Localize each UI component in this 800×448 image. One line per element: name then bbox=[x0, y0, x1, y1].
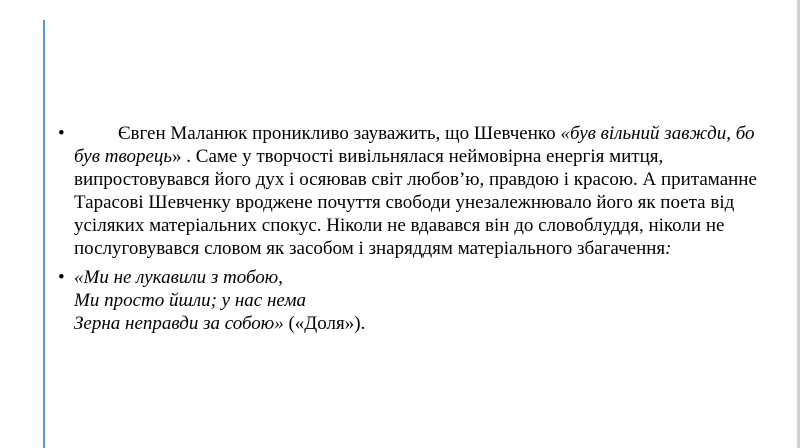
bullet-dot: • bbox=[58, 123, 65, 144]
paragraph-1-quote: «був вільний завжди, бо був творець bbox=[74, 123, 755, 167]
bullet-paragraph-2 bbox=[58, 266, 778, 335]
paragraph-1-lead: Євген Маланюк проникливо зауважить, що Шевченко bbox=[118, 123, 561, 144]
slide-body bbox=[58, 122, 778, 335]
bullet-paragraph-1 bbox=[58, 122, 778, 260]
paragraph-1-rest: . Саме у творчості вивільнялася неймовірна енергія митця, випростовувався його дух і осяював світ любов’ю, правдою і красою. А притаманне Тарасові Шевченку вроджене почуття свободи унезалежнювало його як поета від усіляких матеріальних спокус. Ніколи не вдавався він до словоблуддя, ніколи не послуговувався словом як засобом і знаряддям матеріального збагачення bbox=[74, 146, 757, 259]
poem-citation: («Доля»). bbox=[283, 313, 366, 334]
left-margin-rule bbox=[43, 20, 45, 448]
poem-line-1: «Ми не лукавили з тобою, bbox=[74, 267, 283, 288]
poem-line-2: Ми просто йшли; у нас нема bbox=[74, 290, 306, 311]
poem-line-3: Зерна неправди за собою» bbox=[74, 313, 284, 334]
bullet-dot: • bbox=[58, 267, 65, 288]
paragraph-1-quote-close: » bbox=[172, 146, 182, 167]
paragraph-1-colon: : bbox=[665, 238, 672, 259]
